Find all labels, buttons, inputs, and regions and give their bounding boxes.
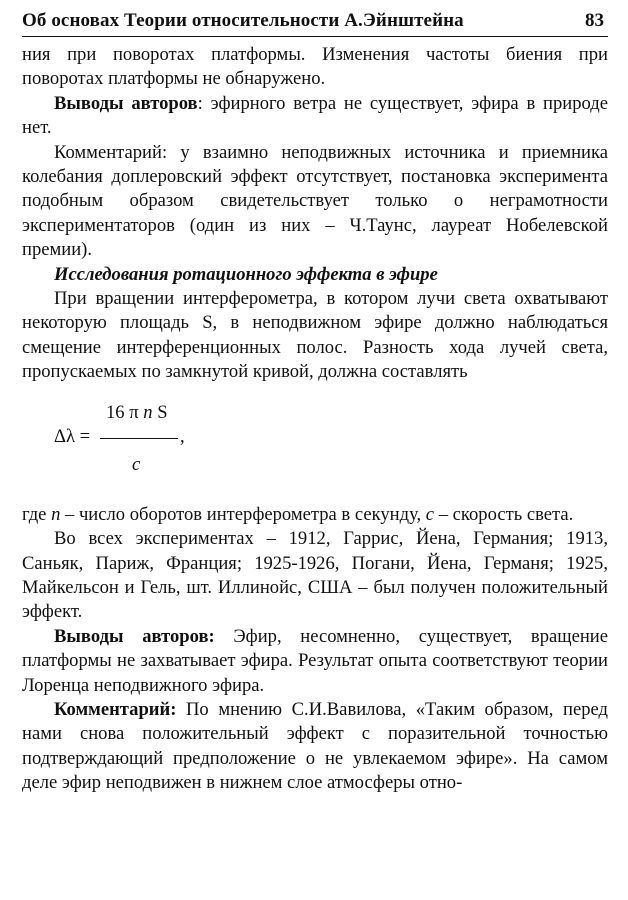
paragraph-text: Эфир, несомненно, существует, вращение платформы не захватывает эфира. Результат опыта соответствуют теории Лоренца неподвижного эфира. [22, 625, 608, 696]
legend-mid: – число оборотов интерферометра в секунду, [60, 503, 426, 525]
paragraph-comment-1 [22, 141, 608, 263]
section-heading: Исследования ротационного эффекта в эфире [54, 263, 438, 285]
paragraph-text: При вращении интерферометра, в котором лучи света охватывают некоторую площадь S, в неподвижном эфире должно наблюдаться смещение интерференционных полос. Разность хода лучей света, пропускаемых по замкнутой кривой, должна составлять [22, 288, 608, 383]
paragraph-text: : эфирного ветра не существует, эфира в природе нет. [22, 92, 608, 139]
formula-lhs: Δλ = [54, 425, 91, 447]
bold-label: Выводы авторов: [54, 625, 215, 647]
bold-label: Комментарий: [54, 698, 177, 720]
paragraph-formula-legend [22, 503, 608, 527]
legend-lead: где [22, 503, 52, 525]
paragraph-text: По мнению С.И.Вавилова, «Таким образом, перед нами снова положительный эффект с поразительной точностью подтверждающий предположение о не увлекаемом эфире». На самом деле эфир неподвижен в нижнем слое атмосферы отно- [22, 698, 608, 794]
paragraph-text: ния при поворотах платформы. Изменения частоты биения при поворотах платформы не обнаружено. [22, 44, 608, 90]
paragraph-continuation [22, 43, 608, 92]
header-title: Об основах Теории относительности А.Эйнштейна [22, 10, 464, 31]
paragraph-authors-conclusion-2 [22, 625, 608, 698]
formula-numerator: 16 π n S [106, 401, 168, 423]
page-body [22, 43, 608, 796]
formula-comma: , [180, 425, 185, 447]
formula [22, 391, 608, 499]
book-page [22, 8, 608, 796]
variable-c: c [425, 503, 435, 525]
paragraph-text: Комментарий: у взаимно неподвижных источника и приемника колебания доплеровский эффект отсутствует, постановка эксперимента подобным образом свидетельствует только о неграмотности экспериментаторов (один из них – Ч.Таунс, лауреат Нобелевской премии). [22, 141, 608, 261]
fraction-bar [100, 438, 178, 439]
paragraph-experiments-list [22, 527, 608, 625]
bold-label: Выводы авторов [54, 92, 198, 114]
paragraph-rotation-intro [22, 287, 608, 385]
legend-tail: – скорость света. [434, 503, 574, 525]
formula-denominator: c [132, 453, 141, 475]
paragraph-text: Во всех экспериментах – 1912, Гаррис, Йена, Германия; 1913, Саньяк, Париж, Франция; 1925-1926, Погани, Йена, Германя; 1925, Майкельсон и Гель, шт. Иллинойс, США – был получен положительный эффект. [22, 528, 608, 623]
variable-n: n [51, 503, 61, 525]
page-number: 83 [585, 10, 604, 31]
running-header [22, 8, 608, 37]
paragraph-comment-2 [22, 698, 608, 796]
paragraph-authors-conclusion-1 [22, 92, 608, 141]
